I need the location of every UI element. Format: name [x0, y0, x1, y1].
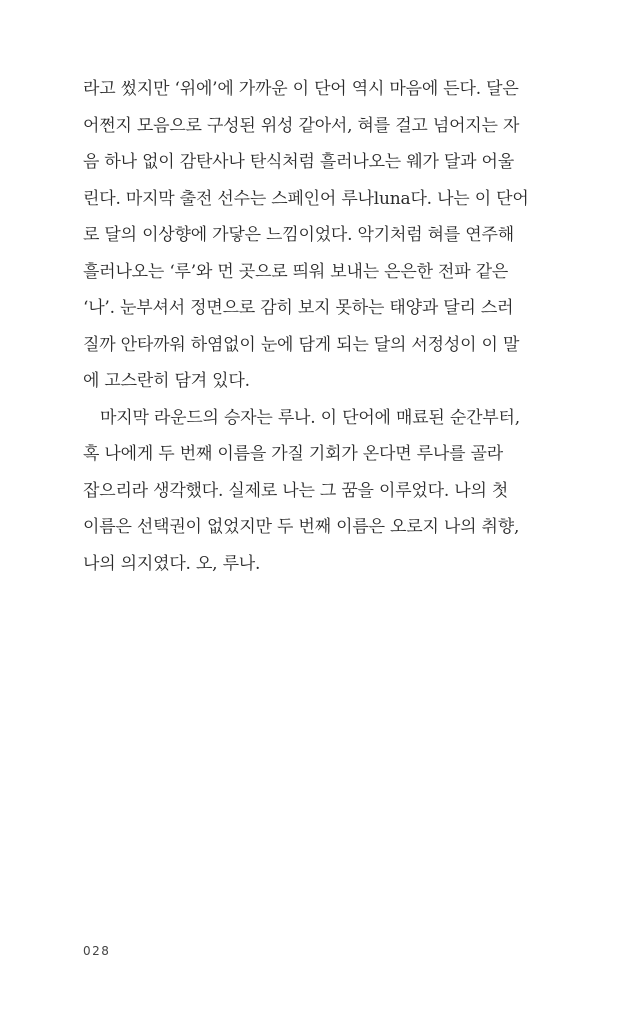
text-line-3: 음 하나 없이 감탄사나 탄식처럼 흘러나오는 웨가 달과 어울	[83, 152, 514, 172]
text-line-1: 라고 썼지만 ‘위에’에 가까운 이 단어 역시 마음에 든다. 달은	[83, 79, 519, 99]
text-line-11: 혹 나에게 두 번째 이름을 가질 기회가 온다면 루나를 골라	[83, 444, 503, 464]
text-line-6: 흘러나오는 ‘루’와 먼 곳으로 띄워 보내는 은은한 전파 같은	[83, 261, 509, 282]
text-line-8: 질까 안타까워 하염없이 눈에 담게 되는 달의 서정성이 이 말	[83, 334, 520, 355]
text-line-9: 에 고스란히 담겨 있다.	[83, 371, 250, 391]
text-line-10: 마지막 라운드의 승자는 루나. 이 단어에 매료된 순간부터,	[100, 407, 520, 428]
text-line-2: 어쩐지 모음으로 구성된 위성 같아서, 혀를 걸고 넘어지는 자	[83, 115, 520, 136]
body-text	[83, 71, 529, 582]
text-line-12: 잡으리라 생각했다. 실제로 나는 그 꿈을 이루었다. 나의 첫	[83, 480, 509, 501]
text-line-13: 이름은 선택권이 없었지만 두 번째 이름은 오로지 나의 취향,	[83, 517, 520, 537]
text-line-5: 로 달의 이상향에 가닿은 느낌이었다. 악기처럼 혀를 연주해	[83, 225, 514, 245]
page-number: 028	[83, 944, 111, 958]
text-line-14: 나의 의지였다. 오, 루나.	[83, 553, 261, 574]
text-line-7: ‘나’. 눈부셔서 정면으로 감히 보지 못하는 태양과 달리 스러	[83, 298, 514, 318]
text-line-4: 린다. 마지막 출전 선수는 스페인어 루나luna다. 나는 이 단어	[83, 188, 529, 209]
